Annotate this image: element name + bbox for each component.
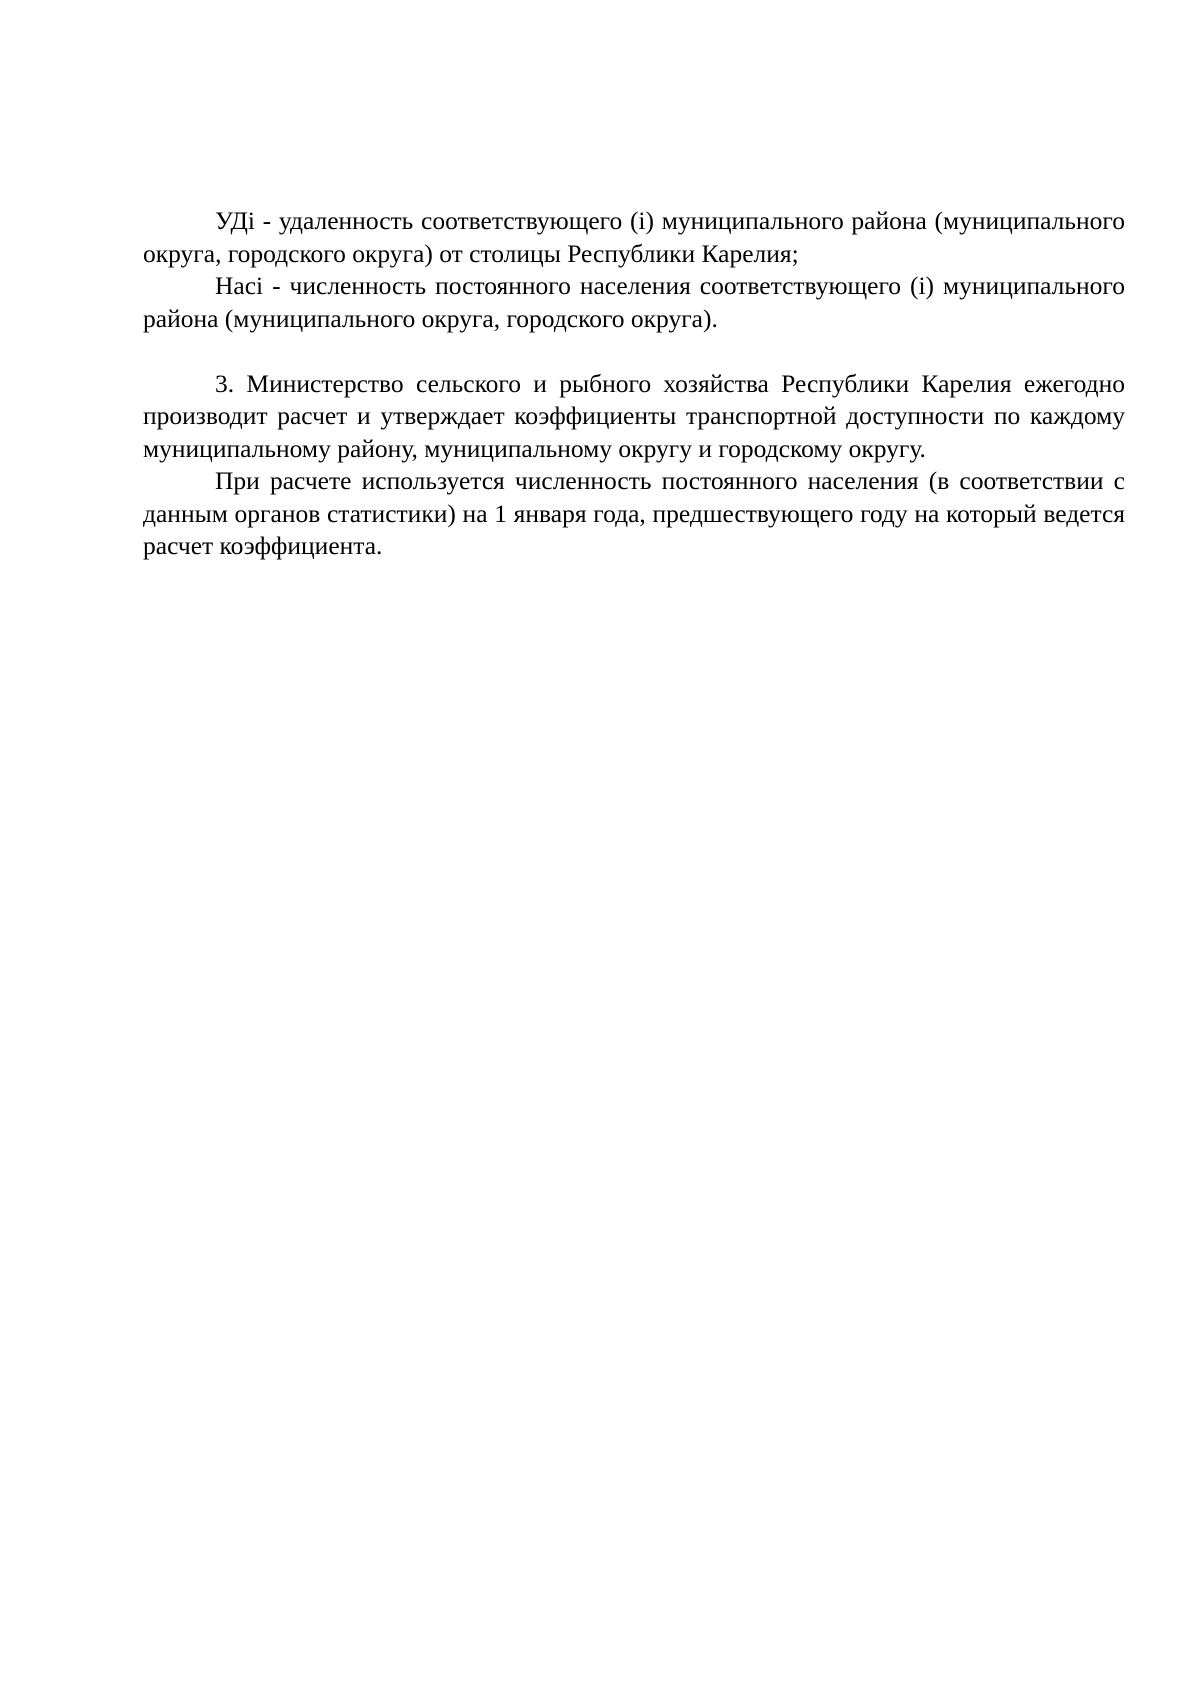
definition-udi: УДi - удаленность соответствующего (i) муниципального района (муниципального округа, городского округа) от столицы Республики Карелия; <box>143 206 1125 268</box>
paragraph-spacer <box>143 335 1125 368</box>
document-body <box>143 205 1125 563</box>
definition-nasi: Насi - численность постоянного населения соответствующего (i) муниципального района (муниципального округа, городского округа). <box>143 271 1125 333</box>
clause-3: 3. Министерство сельского и рыбного хозяйства Республики Карелия ежегодно производит расчет и утверждает коэффициенты транспортной доступности по каждому муниципальному району, муниципальному округу и городскому округу. <box>143 368 1125 463</box>
calculation-note: При расчете используется численность постоянного населения (в соответствии с данным органов статистики) на 1 января года, предшествующего году на который ведется расчет коэффициента. <box>143 466 1125 560</box>
